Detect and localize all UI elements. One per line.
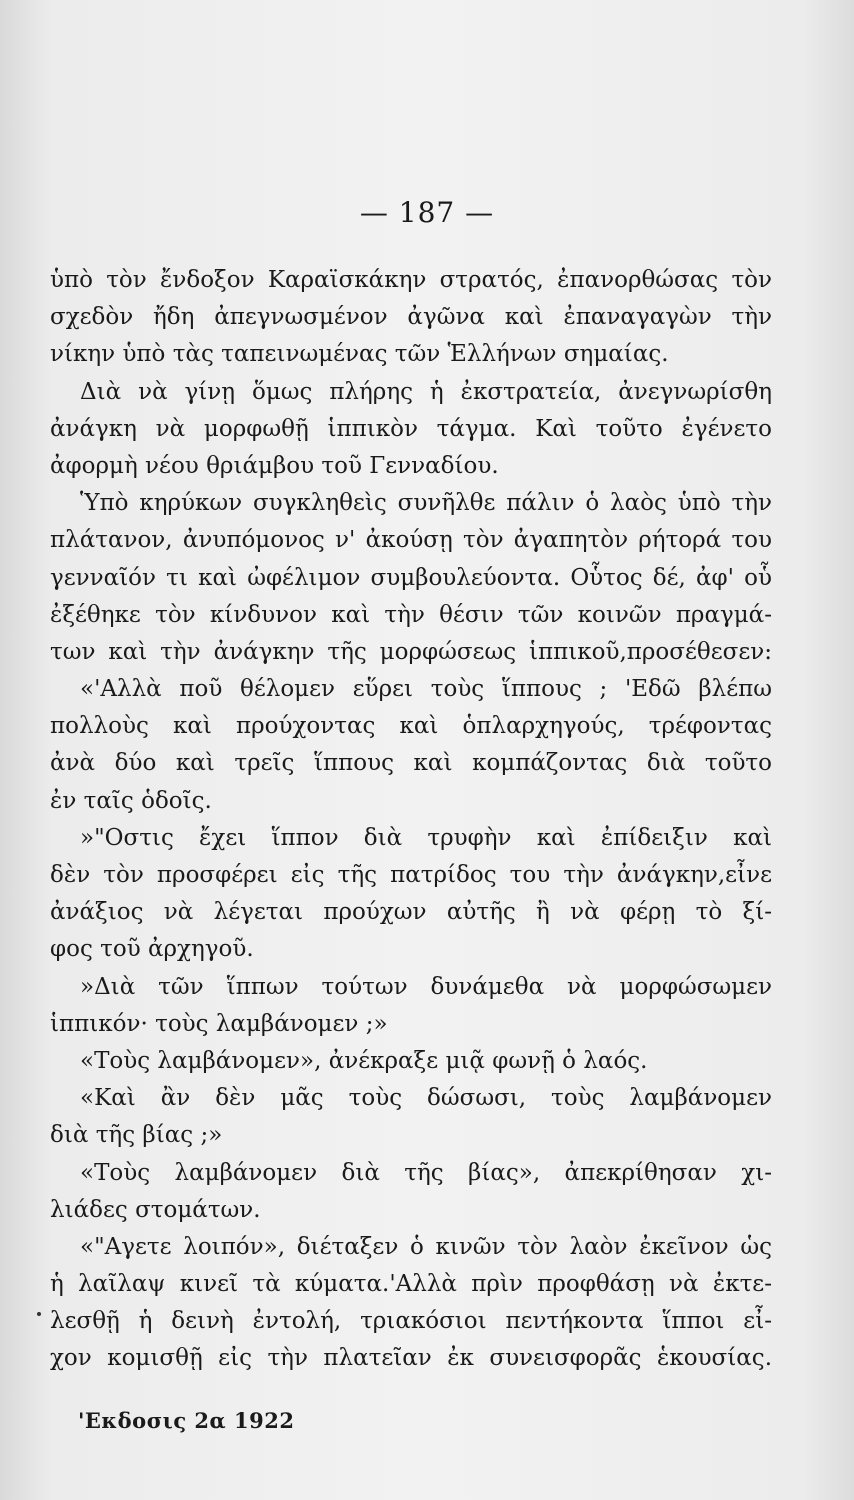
text-line: ἀνάξιος νὰ λέγεται προύχων αὐτῆς ἢ νὰ φέρῃ τὸ ξί- <box>50 899 772 926</box>
text-line: διὰ τῆς βίας ;» <box>50 1122 223 1149</box>
text-line: πολλοὺς καὶ προύχοντας καὶ ὁπλαρχηγούς, τρέφοντας <box>50 713 772 740</box>
text-line: »Διὰ τῶν ἵππων τούτων δυνάμεθα νὰ μορφώσωμεν <box>80 973 772 1000</box>
text-line: των καὶ τὴν ἀνάγκην τῆς μορφώσεως ἱππικοῦ,προσέθεσεν: <box>50 638 772 665</box>
text-line: ἐξέθηκε τὸν κίνδυνον καὶ τὴν θέσιν τῶν κοινῶν πραγμά- <box>50 601 772 628</box>
print-speck <box>37 1312 41 1316</box>
text-line: λιάδες στομάτων. <box>50 1196 261 1223</box>
body-text <box>50 262 772 1378</box>
text-line: νίκην ὑπὸ τὰς ταπεινωμένας τῶν Ἑλλήνων σημαίας. <box>50 341 669 368</box>
text-line: «Καὶ ἂν δὲν μᾶς τοὺς δώσωσι, τοὺς λαμβάνομεν <box>80 1085 772 1112</box>
text-line: γενναῖόν τι καὶ ὠφέλιμον συμβουλεύοντα. Οὗτος δέ, ἀφ' οὗ <box>50 564 772 591</box>
page-number: — 187 — <box>359 196 495 229</box>
text-line: φος τοῦ ἀρχηγοῦ. <box>50 936 254 963</box>
text-line: «"Αγετε λοιπόν», διέταξεν ὁ κινῶν τὸν λαὸν ἐκεῖνον ὡς <box>80 1233 772 1260</box>
text-line: ἀνὰ δύο καὶ τρεῖς ἵππους καὶ κομπάζοντας διὰ τοῦτο <box>50 750 772 777</box>
text-line: σχεδὸν ἤδη ἀπεγνωσμένον ἀγῶνα καὶ ἐπαναγαγὼν τὴν <box>50 304 772 331</box>
text-line: πλάτανον, ἀνυπόμονος ν' ἀκούσῃ τὸν ἀγαπητὸν ρήτορά του <box>50 527 772 554</box>
text-line: ἐν ταῖς ὁδοῖς. <box>50 787 212 814</box>
text-line: ἀνάγκη νὰ μορφωθῇ ἱππικὸν τάγμα. Καὶ τοῦτο ἐγένετο <box>50 415 772 442</box>
text-line: Διὰ νὰ γίνῃ ὅμως πλήρης ἡ ἐκστρατεία, ἀνεγνωρίσθη <box>80 378 772 405</box>
text-line: χον κομισθῇ εἰς τὴν πλατεῖαν ἐκ συνεισφορᾶς ἑκουσίας. <box>50 1345 772 1372</box>
text-line: «Τοὺς λαμβάνομεν διὰ τῆς βίας», ἀπεκρίθησαν χι- <box>80 1159 772 1186</box>
text-line: Ὑπὸ κηρύκων συγκληθεὶς συνῆλθε πάλιν ὁ λαὸς ὑπὸ τὴν <box>80 490 772 517</box>
text-line: λεσθῇ ἡ δεινὴ ἐντολή, τριακόσιοι πεντήκοντα ἵπποι εἶ- <box>50 1308 772 1335</box>
edition-note: 'Εκδοσις 2α 1922 <box>78 1408 295 1433</box>
text-line: ἀφορμὴ νέου θριάμβου τοῦ Γενναδίου. <box>50 452 499 479</box>
text-line: «'Αλλὰ ποῦ θέλομεν εὕρει τοὺς ἵππους ; 'Εδῶ βλέπω <box>80 676 772 703</box>
text-line: ἡ λαῖλαψ κινεῖ τὰ κύματα.'Αλλὰ πρὶν προφθάσῃ νὰ ἐκτε- <box>50 1271 772 1298</box>
text-line: «Τοὺς λαμβάνομεν», ἀνέκραξε μιᾷ φωνῇ ὁ λαός. <box>80 1047 648 1074</box>
text-line: δὲν τὸν προσφέρει εἰς τῆς πατρίδος του τὴν ἀνάγκην,εἶνε <box>50 862 772 888</box>
text-line: ὑπὸ τὸν ἔνδοξον Καραϊσκάκην στρατός, ἐπανορθώσας τὸν <box>50 267 772 293</box>
text-line: ἱππικόν· τοὺς λαμβάνομεν ;» <box>50 1010 388 1037</box>
text-line: »"Οστις ἔχει ἵππον διὰ τρυφὴν καὶ ἐπίδειξιν καὶ <box>80 824 772 851</box>
